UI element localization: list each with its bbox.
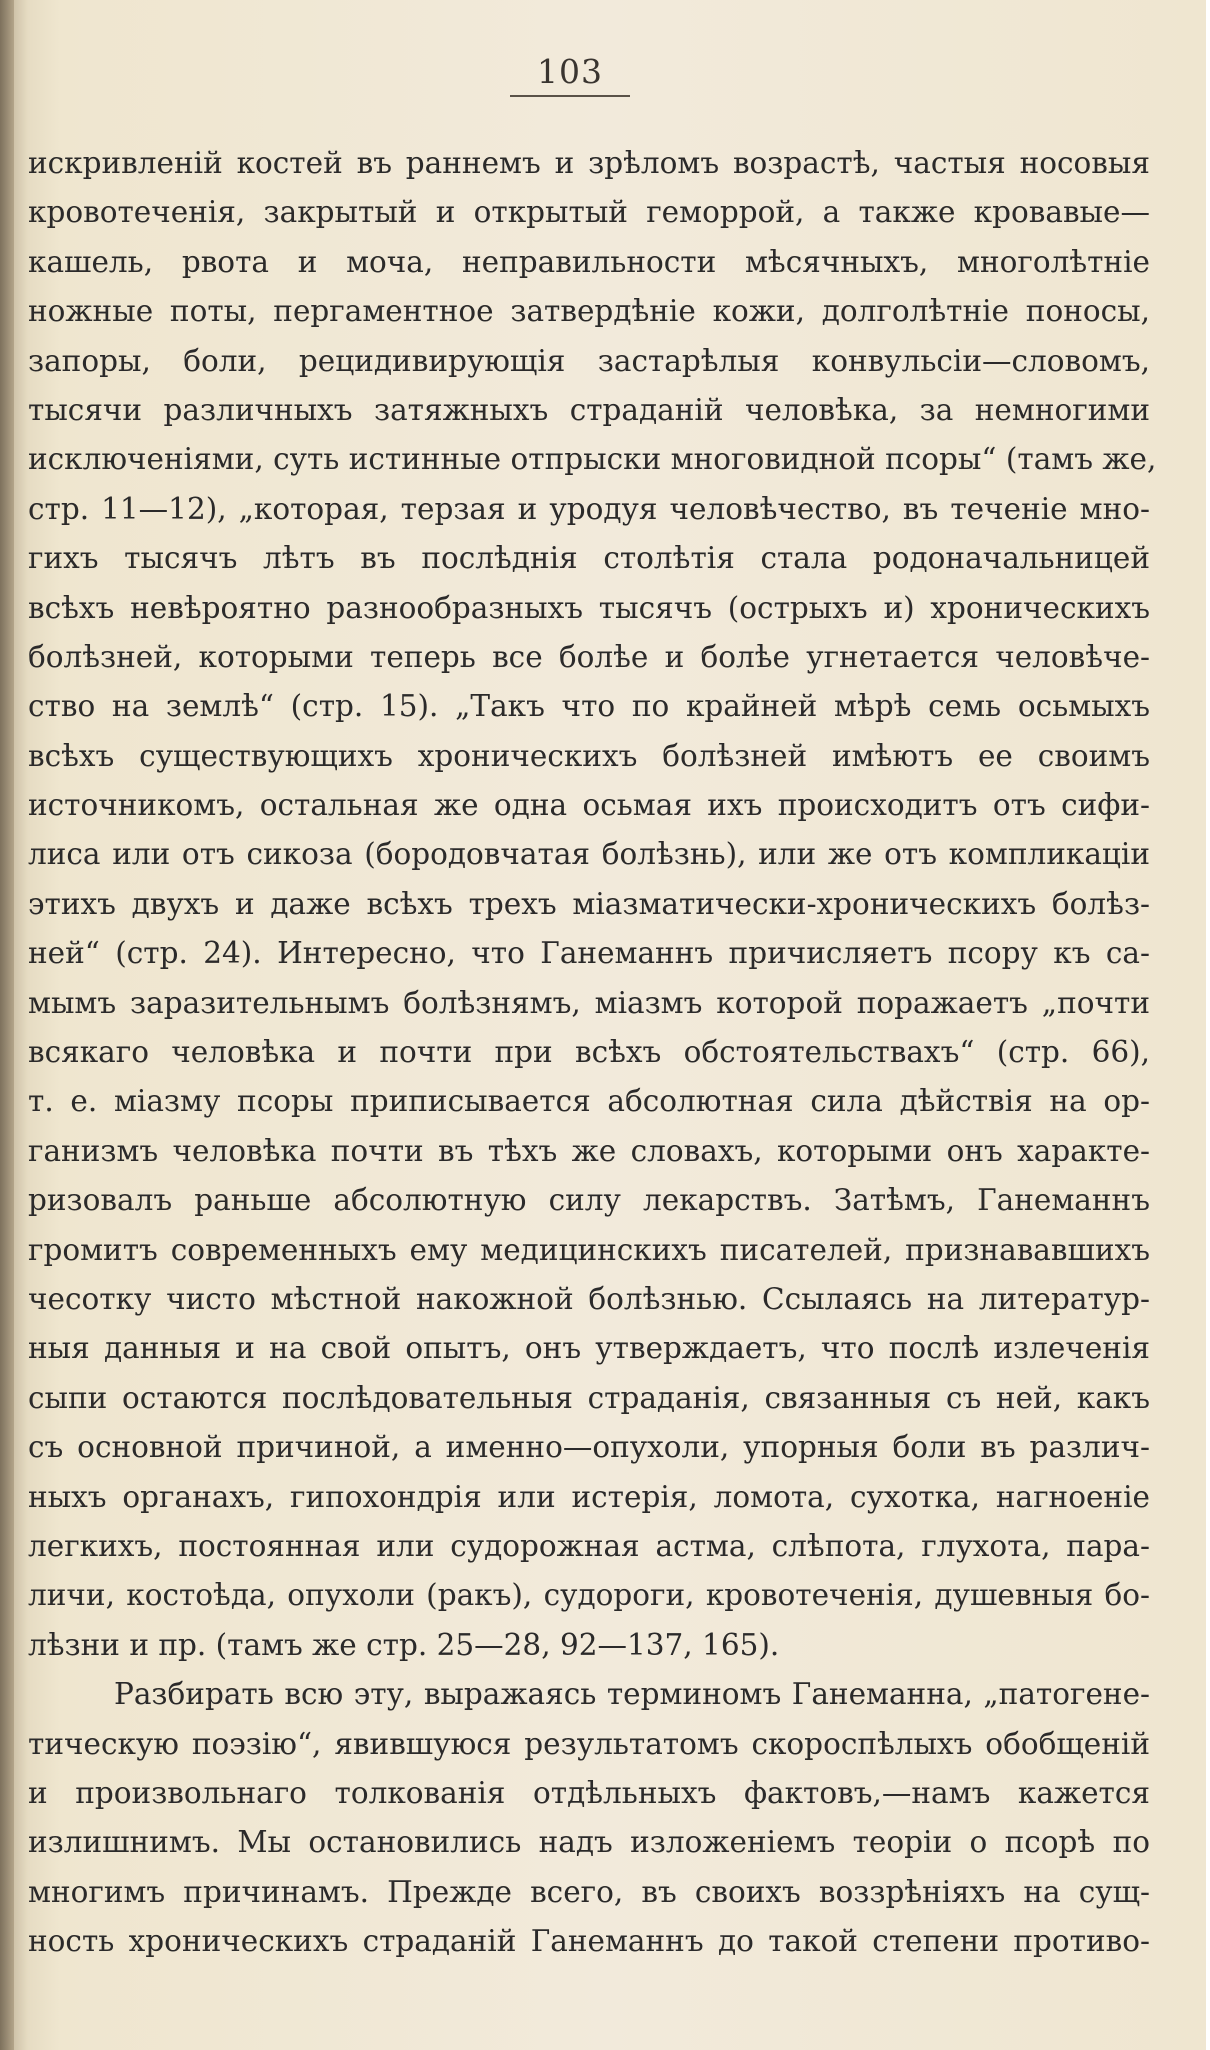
text-line: и произвольнаго толкованія отдѣльныхъ фактовъ,—намъ кажется <box>28 1775 1150 1810</box>
text-line: легкихъ, постоянная или судорожная астма, слѣпота, глухота, пара- <box>28 1528 1150 1563</box>
text-line: ныя данныя и на свой опытъ, онъ утверждаетъ, что послѣ излеченія <box>28 1331 1150 1366</box>
text-line: чесотку чисто мѣстной накожной болѣзнью. Ссылаясь на литератур- <box>28 1281 1150 1316</box>
page-number: 103 <box>510 52 630 97</box>
page-gutter-shadow <box>0 0 14 2050</box>
text-line: ножные поты, пергаментное затвердѣніе кожи, долголѣтніе поносы, <box>28 294 1150 329</box>
text-line: ность хроническихъ страданій Ганеманнъ до такой степени противо- <box>28 1924 1150 1959</box>
text-line: ство на землѣ“ (стр. 15). „Такъ что по крайней мѣрѣ семь осьмыхъ <box>28 689 1150 724</box>
text-line: всѣхъ существующихъ хроническихъ болѣзней имѣютъ ее своимъ <box>28 738 1150 773</box>
text-line: съ основной причиной, а именно—опухоли, упорныя боли въ различ- <box>28 1430 1150 1465</box>
text-line: источникомъ, остальная же одна осьмая ихъ происходитъ отъ сифи- <box>28 788 1150 823</box>
text-line: стр. 11—12), „которая, терзая и уродуя человѣчество, въ теченіе мно- <box>28 491 1150 526</box>
text-line: искривленій костей въ раннемъ и зрѣломъ возрастѣ, частыя носовыя <box>28 146 1150 180</box>
text-line: лѣзни и пр. (тамъ же стр. 25—28, 92—137, 165). <box>28 1627 780 1662</box>
text-line: тическую поэзію“, явившуюся результатомъ скороспѣлыхъ обобщеній <box>28 1726 1150 1761</box>
text-line: излишнимъ. Мы остановились надъ изложеніемъ теоріи о псорѣ по <box>28 1825 1150 1860</box>
text-line: гихъ тысячъ лѣтъ въ послѣднія столѣтія стала родоначальницей <box>28 541 1150 576</box>
text-line: сыпи остаются послѣдовательныя страданія, связанныя съ ней, какъ <box>28 1380 1150 1415</box>
text-line: тысячи различныхъ затяжныхъ страданій человѣка, за немногими <box>28 392 1150 427</box>
text-line: запоры, боли, рецидивирующія застарѣлыя конвульсіи—словомъ, <box>28 343 1150 378</box>
text-line: этихъ двухъ и даже всѣхъ трехъ міазматически-хроническихъ болѣз- <box>28 886 1150 921</box>
text-line: ныхъ органахъ, гипохондрія или истерія, ломота, сухотка, нагноеніе <box>28 1479 1150 1514</box>
text-line: кашель, рвота и моча, неправильности мѣсячныхъ, многолѣтніе <box>28 244 1150 279</box>
text-line: всякаго человѣка и почти при всѣхъ обстоятельствахъ“ (стр. 66), <box>28 1035 1150 1070</box>
text-line: исключеніями, суть истинные отпрыски многовидной псоры“ (тамъ же, <box>28 442 1157 477</box>
text-line: т. е. міазму псоры приписывается абсолютная сила дѣйствія на ор- <box>28 1084 1150 1119</box>
text-line: громитъ современныхъ ему медицинскихъ писателей, признававшихъ <box>28 1232 1150 1267</box>
text-line: ризовалъ раньше абсолютную силу лекарствъ. Затѣмъ, Ганеманнъ <box>28 1183 1150 1218</box>
text-line: ганизмъ человѣка почти въ тѣхъ же словахъ, которыми онъ характе- <box>28 1133 1150 1168</box>
text-line: личи, костоѣда, опухоли (ракъ), судороги, кровотеченія, душевныя бо- <box>28 1578 1150 1613</box>
text-line: всѣхъ невѣроятно разнообразныхъ тысячъ (острыхъ и) хроническихъ <box>28 590 1150 625</box>
text-line: болѣзней, которыми теперь все болѣе и болѣе угнетается человѣче- <box>28 639 1150 674</box>
body-text <box>28 139 1157 1966</box>
page-right-edge <box>1206 0 1210 2050</box>
text-line: мымъ заразительнымъ болѣзнямъ, міазмъ которой поражаетъ „почти <box>28 985 1150 1020</box>
text-line: кровотеченія, закрытый и открытый геморрой, а также кровавые— <box>28 195 1150 230</box>
paragraph-start-line: Разбирать всю эту, выражаясь терминомъ Ганеманна, „патогене- <box>114 1677 1150 1712</box>
text-line: лиса или отъ сикоза (бородовчатая болѣзнь), или же отъ компликаціи <box>28 837 1150 872</box>
text-line: ней“ (стр. 24). Интересно, что Ганеманнъ причисляетъ псору къ са- <box>28 936 1150 971</box>
text-line: многимъ причинамъ. Прежде всего, въ своихъ воззрѣніяхъ на сущ- <box>28 1874 1150 1909</box>
